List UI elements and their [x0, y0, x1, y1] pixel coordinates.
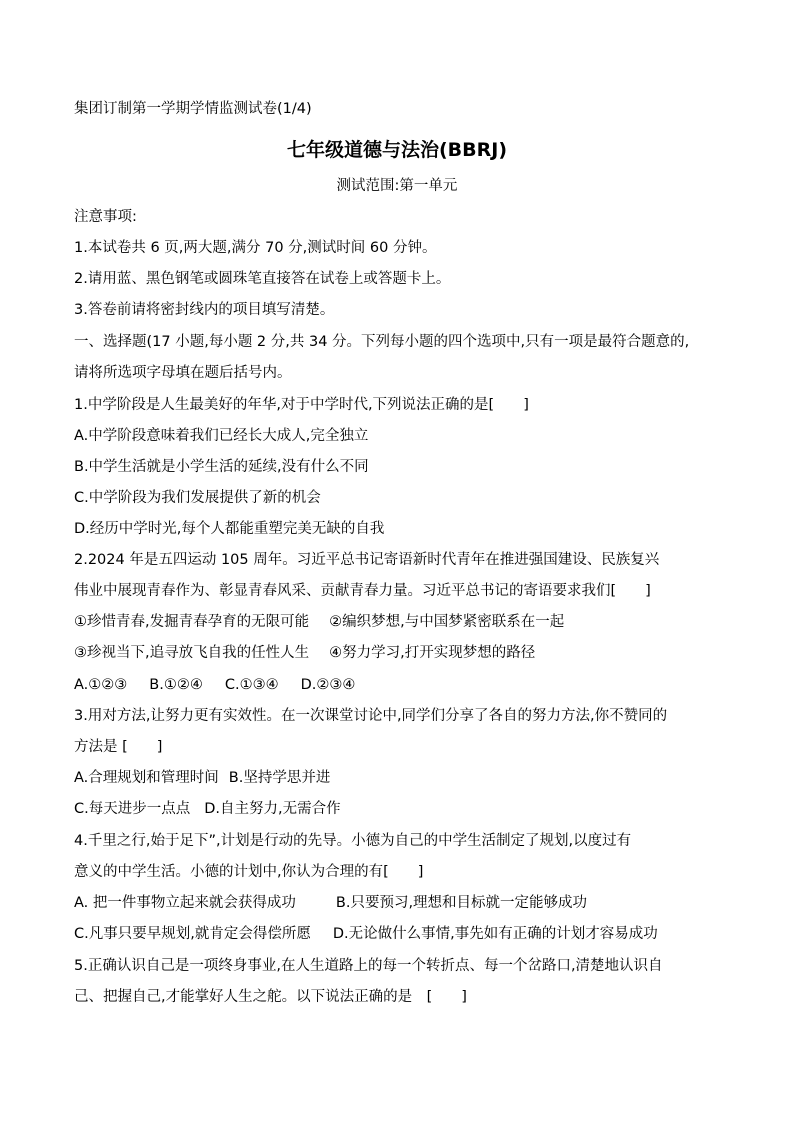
- q4-options-row2: [74, 924, 658, 944]
- q2-stem-line2: 伟业中展现青春作为、彰显青春风采、贡献青春力量。习近平总书记的寄语要求我们[ ]: [74, 583, 651, 599]
- note-item-2: 2.请用蓝、黑色钢笔或圆珠笔直接答在试卷上或答题卡上。: [74, 271, 451, 287]
- notes-heading: 注意事项:: [74, 209, 137, 225]
- q1-option-d: D.经历中学时光,每个人都能重塑完美无缺的自我: [74, 521, 385, 537]
- q2-statements-row1: [74, 612, 564, 632]
- q3-options-row2: [74, 799, 341, 819]
- q3-stem-line1: 3.用对方法,让努力更有实效性。在一次课堂讨论中,同学们分享了各自的努力方法,你不赞同的: [74, 708, 668, 724]
- q4-options-row1: [74, 893, 587, 913]
- q3-option-d: D.自主努力,无需合作: [204, 801, 341, 817]
- q2-statement-3: ③珍视当下,追寻放飞自我的任性人生: [74, 645, 310, 661]
- q1-stem: 1.中学阶段是人生最美好的年华,对于中学时代,下列说法正确的是[ ]: [74, 397, 529, 413]
- note-item-3: 3.答卷前请将密封线内的项目填写清楚。: [74, 302, 335, 318]
- section1-intro-line2: 请将所选项字母填在题后括号内。: [74, 365, 292, 381]
- note-item-1: 1.本试卷共 6 页,两大题,满分 70 分,测试时间 60 分钟。: [74, 240, 437, 256]
- q2-statement-4: ④努力学习,打开实现梦想的路径: [329, 645, 536, 661]
- q4-option-d: D.无论做什么事情,事先如有正确的计划才容易成功: [332, 926, 658, 942]
- q2-option-c: C.①③④: [224, 677, 279, 693]
- q2-statement-1: ①珍惜青春,发掘青春孕育的无限可能: [74, 614, 310, 630]
- exam-title: 七年级道德与法治(BBRJ): [286, 139, 508, 161]
- q2-stem-line1: 2.2024 年是五四运动 105 周年。习近平总书记寄语新时代青年在推进强国建设、民族复兴: [74, 552, 660, 568]
- q2-options: [74, 675, 355, 695]
- q3-stem-line2: 方法是 [ ]: [74, 739, 163, 755]
- q4-option-c: C.凡事只要早规划,就肯定会得偿所愿: [74, 926, 311, 942]
- section1-intro-line1: 一、选择题(17 小题,每小题 2 分,共 34 分。下列每小题的四个选项中,只有一项是最符合题意的,: [74, 334, 690, 350]
- q2-option-a: A.①②③: [74, 677, 128, 693]
- exam-series-title: 集团订制第一学期学情监测试卷(1/4): [74, 101, 312, 117]
- q1-option-b: B.中学生活就是小学生活的延续,没有什么不同: [74, 459, 369, 475]
- q1-option-c: C.中学阶段为我们发展提供了新的机会: [74, 490, 321, 506]
- q5-stem-line2: 己、把握自己,才能掌好人生之舵。以下说法正确的是 [ ]: [74, 989, 467, 1005]
- q4-stem-line1: 4.千里之行,始于足下”,计划是行动的先导。小德为自己的中学生活制定了规划,以度过有: [74, 833, 632, 849]
- q2-option-d: D.②③④: [300, 677, 356, 693]
- q2-statement-2: ②编织梦想,与中国梦紧密联系在一起: [329, 614, 565, 630]
- q3-option-a: A.合理规划和管理时间: [74, 770, 219, 786]
- q1-option-a: A.中学阶段意味着我们已经长大成人,完全独立: [74, 428, 369, 444]
- q4-option-a: A. 把一件事物立起来就会获得成功: [74, 895, 296, 911]
- q3-option-b: B.坚持学思并进: [228, 770, 331, 786]
- q2-statements-row2: [74, 643, 535, 663]
- q5-stem-line1: 5.正确认识自己是一项终身事业,在人生道路上的每一个转折点、每一个岔路口,清楚地认识自: [74, 958, 663, 974]
- q4-option-b: B.只要预习,理想和目标就一定能够成功: [335, 895, 588, 911]
- q4-stem-line2: 意义的中学生活。小德的计划中,你认为合理的有[ ]: [74, 864, 424, 880]
- q2-option-b: B.①②④: [149, 677, 203, 693]
- test-scope: 测试范围:第一单元: [336, 178, 458, 194]
- q3-option-c: C.每天进步一点点: [74, 801, 191, 817]
- q3-options-row1: [74, 768, 330, 788]
